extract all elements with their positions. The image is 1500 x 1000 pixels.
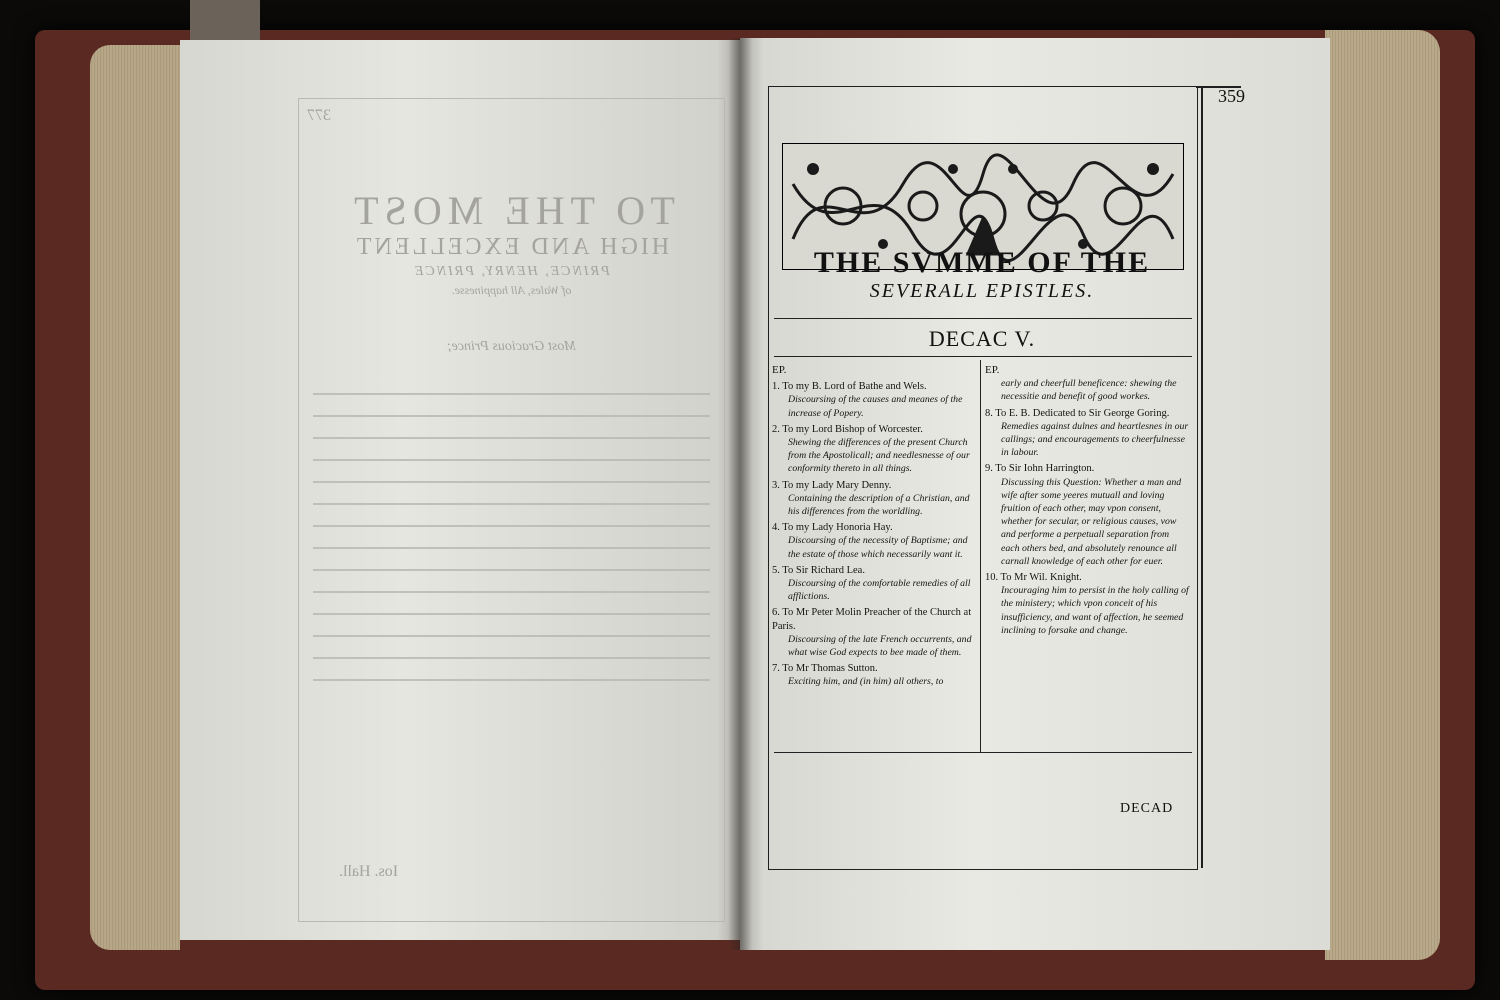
column-label: EP. <box>985 364 1000 376</box>
list-item: 7. To Mr Thomas Sutton. Exciting him, and (in him) all others, to <box>772 663 944 688</box>
right-page-number: 359 <box>1218 86 1245 106</box>
list-item: 6. To Mr Peter Molin Preacher of the Church at Paris. Discoursing of the late French occurrents, and what wise God expects to bee made of them. <box>772 607 972 659</box>
left-heading-1: TO THE MOST <box>348 188 675 233</box>
title-rule <box>774 318 1192 319</box>
section-rule <box>774 356 1192 357</box>
left-page-number: 377 <box>307 107 331 124</box>
left-heading-4: of Wales, All happinesse. <box>451 283 572 297</box>
left-salutation: Most Gracious Prince; <box>446 339 577 354</box>
list-item: 10. To Mr Wil. Knight. Incouraging him to persist in the holy calling of the ministery; which vpon conceit of his insufficiency, and want of affection, he seemed inclining to forsake and change. <box>985 572 1189 636</box>
entries-column-right <box>985 364 1190 637</box>
left-heading-2: HIGH AND EXCELLENT <box>353 234 670 260</box>
columns-bottom-rule <box>774 752 1192 753</box>
page-title: THE SVMME OF THE <box>813 246 1151 279</box>
left-page-edges <box>90 45 180 950</box>
list-item: 5. To Sir Richard Lea. Discoursing of the comfortable remedies of all afflictions. <box>772 564 971 603</box>
list-item: 8. To E. B. Dedicated to Sir George Goring. Remedies against dulnes and heartlesnes in our callings; and encouragements to cheerfulnesse in labour. <box>985 407 1189 459</box>
list-item: 2. To my Lord Bishop of Worcester. Shewing the differences of the present Church from the Apostolicall; and needlesnesse of our conformity thereto in all things. <box>772 423 970 475</box>
list-item: 9. To Sir Iohn Harrington. Discussing this Question: Whether a man and wife after some yeeres mutuall and loving fruition of each other, may vpon consent, whether for secular, or religious causes, vow and performe a perpetuall separation from each others bed, and absolutely renounce all carnall knowledge of each other for euer. <box>985 463 1182 567</box>
show-through-text <box>298 98 725 922</box>
page-subtitle: SEVERALL EPISTLES. <box>869 280 1095 302</box>
column-label: EP. <box>772 364 787 376</box>
list-item: 4. To my Lady Honoria Hay. Discoursing of the necessity of Baptisme; and the estate of those which necessarily want it. <box>772 522 968 560</box>
right-page <box>740 38 1330 950</box>
catchword: DECAD <box>1120 801 1174 816</box>
continued-entry: early and cheerfull beneficence: shewing the necessitie and benefit of good workes. <box>1001 378 1177 403</box>
column-separator <box>980 360 981 752</box>
section-heading: DECAC V. <box>928 326 1036 351</box>
right-page-edges <box>1325 30 1440 960</box>
left-signature: Ios. Hall. <box>339 863 399 880</box>
list-item: 1. To my B. Lord of Bathe and Wels. Discoursing of the causes and meanes of the increase of Popery. <box>772 381 963 419</box>
entries-column-left <box>772 364 977 689</box>
left-page <box>180 40 740 940</box>
left-heading-3: PRINCE, HENRY, PRINCE <box>413 264 610 279</box>
book-gutter <box>728 38 752 950</box>
list-item: 3. To my Lady Mary Denny. Containing the description of a Christian, and his differences from the worldling. <box>772 479 970 518</box>
margin-rule <box>1201 86 1203 868</box>
left-body-lines <box>313 379 710 699</box>
